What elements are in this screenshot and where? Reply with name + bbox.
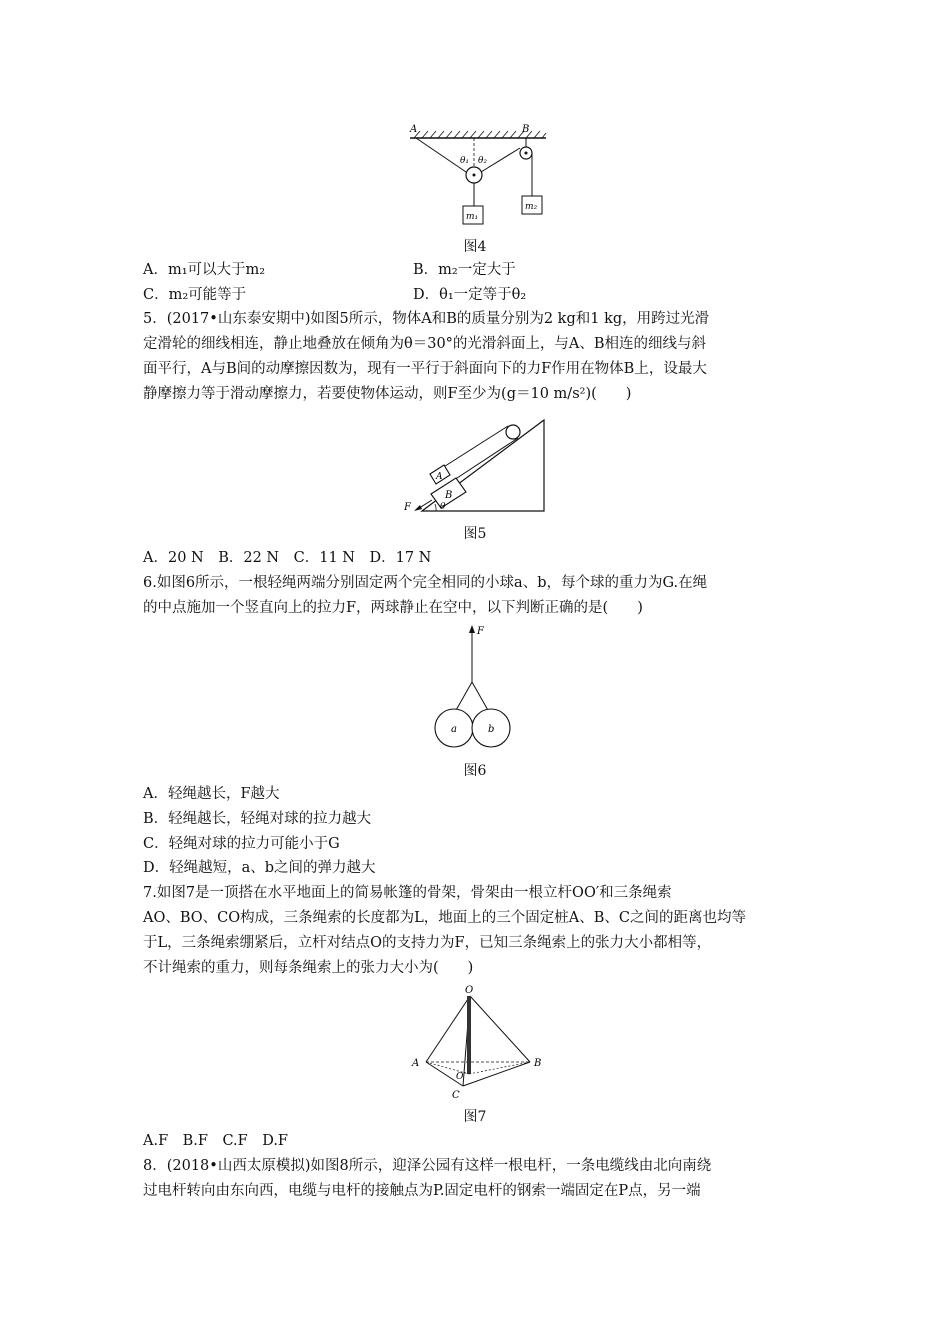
figure-5 <box>400 418 550 518</box>
q6-stem-line2: 的中点施加一个竖直向上的拉力F，两球静止在空中，以下判断正确的是( ) <box>143 600 643 616</box>
fig4-label-theta2: θ₂ <box>478 156 488 166</box>
q7-options: A.F B.F C.F D.F <box>143 1133 288 1149</box>
q8-stem-line2: 过电杆转向由东向西，电缆与电杆的接触点为P.固定电杆的钢索一端固定在P点，另一端 <box>143 1183 701 1199</box>
q5-options: A．20 N B．22 N C．11 N D．17 N <box>143 550 432 566</box>
q7-stem-line1: 7.如图7是一顶搭在水平地面上的简易帐篷的骨架，骨架由一根立杆OO′和三条绳索 <box>143 885 672 901</box>
q5-stem-line1: 5．(2017•山东泰安期中)如图5所示，物体A和B的质量分别为2 kg和1 kg，用跨过光滑 <box>143 311 710 327</box>
fig5-caption: 图5 <box>463 526 487 542</box>
fig5-label-theta: θ <box>440 502 446 512</box>
fig4-caption: 图4 <box>463 239 487 255</box>
fig4-label-m2: m₂ <box>525 202 538 212</box>
q6-option-d: D．轻绳越短，a、b之间的弹力越大 <box>143 860 376 876</box>
q4-option-c: C．m₂可能等于 <box>143 287 247 303</box>
fig7-label-o-prime: O′ <box>456 1072 466 1082</box>
fig7-label-o: O <box>465 985 474 996</box>
fig7-label-b: B <box>534 1058 542 1069</box>
q7-stem-line2: AO、BO、CO构成，三条绳索的长度都为L，地面上的三个固定桩A、B、C之间的距离也均等 <box>143 910 747 926</box>
q6-stem-line1: 6.如图6所示，一根轻绳两端分别固定两个完全相同的小球a、b，每个球的重力为G.在绳 <box>143 575 708 591</box>
q6-option-b: B．轻绳越长，轻绳对球的拉力越大 <box>143 811 372 827</box>
fig5-label-f: F <box>404 502 411 513</box>
q4-option-b: B．m₂一定大于 <box>413 262 516 278</box>
figure-7 <box>408 982 548 1102</box>
figure-4 <box>400 120 560 232</box>
q5-stem-line2: 定滑轮的细线相连，静止地叠放在倾角为θ＝30°的光滑斜面上，与A、B相连的细线与斜 <box>143 336 707 352</box>
figure-6 <box>425 622 525 752</box>
fig4-label-b: B <box>522 124 530 135</box>
q5-stem-line4: 静摩擦力等于滑动摩擦力，若要使物体运动，则F至少为(g＝10 m/s²)( ) <box>143 386 632 402</box>
fig6-label-b: b <box>488 724 495 735</box>
fig4-label-a: A <box>410 124 418 135</box>
fig5-label-a: A <box>436 472 443 482</box>
fig7-caption: 图7 <box>463 1109 487 1125</box>
fig7-label-c: C <box>452 1090 460 1101</box>
fig6-label-a: a <box>451 724 457 735</box>
fig4-label-theta1: θ₁ <box>460 156 470 166</box>
fig4-label-m1: m₁ <box>466 212 479 222</box>
q8-stem-line1: 8．(2018•山西太原模拟)如图8所示，迎泽公园有这样一根电杆，一条电缆线由北向南绕 <box>143 1158 712 1174</box>
q7-stem-line3: 于L，三条绳索绷紧后，立杆对结点O的支持力为F，已知三条绳索上的张力大小都相等， <box>143 935 712 951</box>
fig6-label-f: F <box>477 626 484 637</box>
q6-option-a: A．轻绳越长，F越大 <box>143 786 280 802</box>
q4-option-a: A．m₁可以大于m₂ <box>143 262 266 278</box>
fig7-label-a: A <box>412 1058 420 1069</box>
q5-stem-line3: 面平行，A与B间的动摩擦因数为，现有一平行于斜面向下的力F作用在物体B上，设最大 <box>143 361 707 377</box>
q7-stem-line4: 不计绳索的重力，则每条绳索上的张力大小为( ) <box>143 960 474 976</box>
fig5-label-b: B <box>445 490 453 501</box>
fig6-caption: 图6 <box>463 763 487 779</box>
q6-option-c: C．轻绳对球的拉力可能小于G <box>143 836 340 852</box>
q4-option-d: D．θ₁一定等于θ₂ <box>413 287 527 303</box>
